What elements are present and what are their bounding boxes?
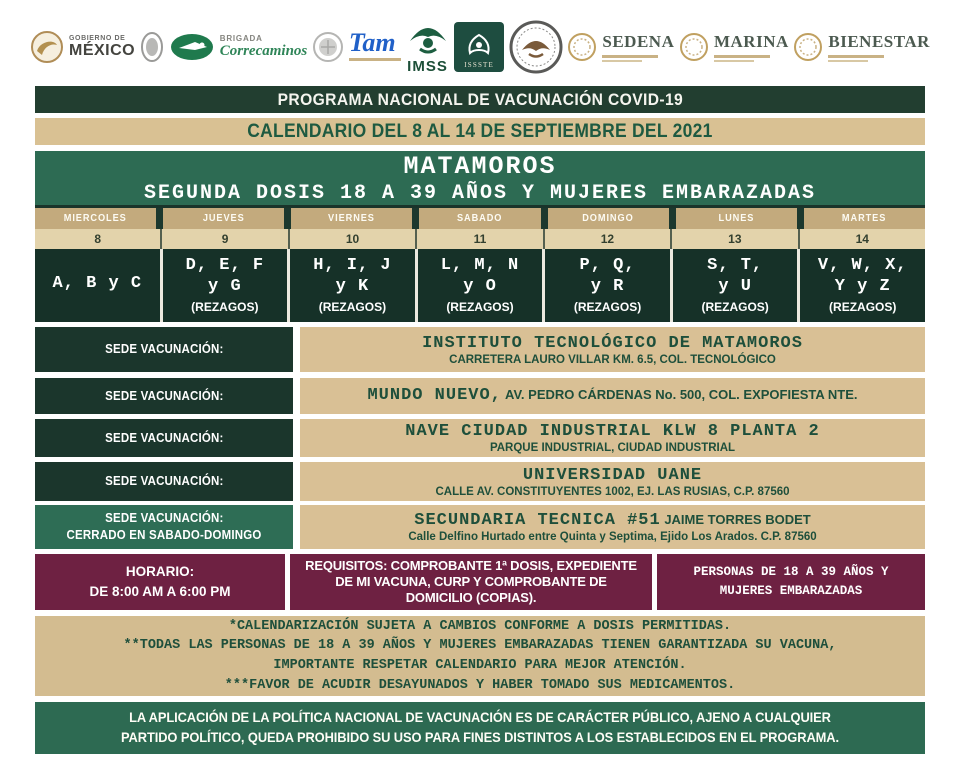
logo-gobierno-mexico — [30, 30, 164, 64]
venue-title — [405, 422, 819, 441]
gray-seal-icon — [140, 31, 164, 63]
letters-line2: y U — [718, 276, 752, 296]
venue-info — [300, 378, 925, 414]
day-letters-cell — [418, 249, 543, 322]
issste-emblem-icon — [464, 33, 494, 61]
venue-label — [35, 505, 293, 549]
venue-label-line1: SEDE VACUNACIÓN: — [104, 430, 224, 445]
venue-info — [300, 327, 925, 372]
golden-eagle-icon — [30, 30, 64, 64]
brigada-line2: Correcaminos — [219, 43, 308, 59]
day-number-cell: 14 — [800, 229, 925, 249]
letters-note: (REZAGOS) — [701, 300, 769, 315]
venue-title-main: SECUNDARIA TECNICA #51 — [414, 511, 661, 530]
bienestar-subtitle-bar — [828, 55, 884, 58]
venue-address: CARRETERA LAURO VILLAR KM. 6.5, COL. TECNOLÓGICO — [449, 353, 776, 366]
logo-tamaulipas — [312, 29, 401, 65]
schedule-value: DE 8:00 AM A 6:00 PM — [89, 584, 231, 599]
tam-subtitle-bar — [349, 58, 401, 61]
venue-row-secundaria-tecnica — [35, 505, 925, 549]
logo-brigada-correcaminos — [169, 31, 308, 63]
venue-title-main: INSTITUTO TECNOLÓGICO DE MATAMOROS — [422, 333, 803, 353]
issste-wordmark: ISSSTE — [464, 61, 495, 69]
venue-info — [300, 419, 925, 457]
venue-address: CALLE AV. CONSTITUYENTES 1002, EJ. LAS RUSIAS, C.P. 87560 — [435, 485, 790, 498]
calendar-day-names-row — [35, 208, 925, 229]
day-name: SABADO — [457, 213, 503, 224]
city-name: MATAMOROS — [403, 151, 557, 181]
venue-title-main: MUNDO NUEVO, — [367, 386, 502, 405]
letters-line1: D, E, F — [185, 256, 265, 276]
venue-title — [523, 466, 702, 485]
note-line: **TODAS LAS PERSONAS DE 18 A 39 AÑOS Y MUJERES EMBARAZADAS TIENEN GARANTIZADA SU VACUNA, — [123, 638, 837, 654]
note-line: *CALENDARIZACIÓN SUJETA A CAMBIOS CONFORME A DOSIS PERMITIDAS. — [228, 618, 732, 634]
bienestar-seal-icon — [793, 32, 823, 62]
sedena-subtitle-bar — [602, 55, 658, 58]
imss-wordmark: IMSS — [407, 57, 448, 75]
day-number-cell: 8 — [35, 229, 160, 249]
day-name-cell — [548, 208, 669, 229]
day-name-cell — [35, 208, 156, 229]
day-name: LUNES — [718, 213, 755, 224]
venue-label-line1: SEDE VACUNACIÓN: — [104, 342, 224, 357]
logo-bar — [0, 0, 960, 78]
letters-line2: y R — [590, 276, 625, 296]
legal-footer-text: LA APLICACIÓN DE LA POLÍTICA NACIONAL DE VACUNACIÓN ES DE CARÁCTER PÚBLICO, AJENO A CUALQUIER PARTIDO POLÍTICO, QUEDA PROHIBIDO SU USO PARA FINES DISTINTOS A LOS ESTABLECIDOS EN EL PROGRAMA. — [120, 709, 839, 745]
venue-label — [35, 419, 293, 457]
day-name-cell — [804, 208, 925, 229]
venue-label — [35, 462, 293, 501]
day-letters-cell — [290, 249, 415, 322]
letters-line2: Y y Z — [834, 276, 891, 296]
city-subtitle: SEGUNDA DOSIS 18 A 39 AÑOS Y MUJERES EMBARAZADAS — [143, 181, 817, 205]
sedena-text-wrap — [602, 32, 674, 62]
calendar-day-numbers-row — [35, 229, 925, 249]
venue-row-instituto-tecnologico — [35, 327, 925, 372]
day-name-cell — [676, 208, 797, 229]
venue-info — [300, 505, 925, 549]
marina-wordmark: MARINA — [713, 32, 789, 51]
day-letters-cell — [673, 249, 798, 322]
letters-line2: y G — [208, 276, 242, 296]
venue-info — [300, 462, 925, 501]
requirements-cell: REQUISITOS: COMPROBANTE 1ª DOSIS, EXPEDIENTE DE MI VACUNA, CURP Y COMPROBANTE DE DOMICILIO (COPIAS). — [290, 554, 652, 610]
venue-label — [35, 378, 293, 414]
logo-issste — [454, 22, 504, 72]
venue-title-extra: JAIME TORRES BODET — [660, 512, 811, 527]
day-name-cell — [419, 208, 540, 229]
venue-title-extra: AV. PEDRO CÁRDENAS No. 500, COL. EXPOFIESTA NTE. — [501, 387, 858, 402]
venue-row-nave-industrial — [35, 419, 925, 457]
marina-subtitle-bar — [714, 55, 770, 58]
letters-line2: y K — [335, 276, 370, 296]
day-number-cell: 10 — [290, 229, 415, 249]
tam-wordmark: Tam — [348, 28, 396, 58]
letters-line1: L, M, N — [440, 256, 520, 276]
day-name-cell — [291, 208, 412, 229]
venue-label-line2: CERRADO EN SABADO-DOMINGO — [66, 528, 262, 542]
bienestar-text-wrap — [828, 32, 930, 62]
venue-label-line1: SEDE VACUNACIÓN: — [104, 388, 224, 403]
letters-note: (REZAGOS) — [829, 300, 897, 315]
brigada-line1: BRIGADA — [219, 34, 263, 43]
logo-marina — [679, 32, 789, 62]
letters-line1: P, Q, — [579, 256, 636, 276]
marina-seal-icon — [679, 32, 709, 62]
program-banner-text: PROGRAMA NACIONAL DE VACUNACIÓN COVID-19 — [277, 89, 683, 109]
day-name: JUEVES — [202, 213, 245, 224]
day-letters-cell — [800, 249, 925, 322]
brigada-text — [220, 34, 308, 60]
bienestar-wordmark: BIENESTAR — [828, 32, 930, 51]
tamaulipas-seal-icon — [312, 29, 344, 65]
sedena-subtitle-bar2 — [602, 60, 642, 62]
venue-label — [35, 327, 293, 372]
day-number-cell: 9 — [162, 229, 287, 249]
marina-subtitle-bar2 — [714, 60, 754, 62]
venue-row-mundo-nuevo — [35, 378, 925, 414]
day-letters-cell — [545, 249, 670, 322]
calendar-banner-text: CALENDARIO DEL 8 AL 14 DE SEPTIEMBRE DEL 2021 — [247, 120, 713, 142]
venue-address: Calle Delfino Hurtado entre Quinta y Septima, Ejido Los Arados. C.P. 87560 — [408, 531, 817, 543]
gobierno-text — [69, 35, 135, 60]
imss-eagle-icon — [406, 21, 450, 55]
letters-note: (REZAGOS) — [573, 300, 642, 315]
audience-cell: PERSONAS DE 18 A 39 AÑOS Y MUJERES EMBARAZADAS — [657, 554, 925, 610]
venue-label-line1: SEDE VACUNACIÓN: — [104, 474, 224, 489]
venue-title — [422, 334, 803, 353]
logo-sedena — [567, 32, 674, 62]
calendar-banner — [35, 118, 925, 145]
notes-block — [35, 616, 925, 696]
venue-title — [414, 511, 810, 530]
calendar-letters-row — [35, 249, 925, 322]
venue-row-universidad-uane — [35, 462, 925, 501]
day-letters-cell — [35, 249, 160, 322]
city-header — [35, 151, 925, 208]
letters-line2: y O — [463, 276, 497, 296]
note-line: IMPORTANTE RESPETAR CALENDARIO PARA MEJOR ATENCIÓN. — [273, 658, 687, 673]
venue-title-main: UNIVERSIDAD UANE — [522, 465, 703, 485]
day-letters-cell — [163, 249, 288, 322]
logo-bienestar — [793, 32, 930, 62]
letters-line1: V, W, X, — [817, 256, 908, 276]
legal-footer — [35, 702, 925, 754]
schedule-title: HORARIO: — [125, 563, 195, 579]
gobierno-line1: GOBIERNO DE — [69, 34, 126, 42]
day-name-cell — [163, 208, 284, 229]
logo-imss — [406, 21, 450, 74]
letters-note: (REZAGOS) — [446, 300, 514, 315]
sedena-seal-icon — [567, 32, 597, 62]
venue-title-main: NAVE CIUDAD INDUSTRIAL KLW 8 PLANTA 2 — [405, 422, 820, 441]
day-number-cell: 13 — [672, 229, 797, 249]
sedena-wordmark: SEDENA — [602, 32, 675, 51]
day-name: DOMINGO — [582, 213, 634, 224]
tam-text-wrap — [348, 28, 401, 61]
day-name: VIERNES — [328, 213, 376, 224]
letters-line1: S, T, — [707, 256, 764, 276]
marina-text-wrap — [714, 32, 789, 62]
day-name: MARTES — [842, 213, 887, 224]
day-name: MIERCOLES — [64, 213, 128, 224]
bienestar-subtitle-bar2 — [828, 60, 868, 62]
roadrunner-icon — [169, 31, 215, 63]
letters-note: (REZAGOS) — [318, 300, 387, 315]
day-number-cell: 12 — [545, 229, 670, 249]
venue-label-line1: SEDE VACUNACIÓN: — [104, 511, 224, 526]
day-number-cell: 11 — [417, 229, 542, 249]
note-line: ***FAVOR DE ACUDIR DESAYUNADOS Y HABER TOMADO SUS MEDICAMENTOS. — [224, 677, 736, 693]
venue-address: PARQUE INDUSTRIAL, CIUDAD INDUSTRIAL — [489, 442, 736, 454]
info-bar — [35, 554, 925, 610]
letters-note: (REZAGOS) — [191, 300, 259, 315]
salud-eagle-seal-icon — [509, 20, 563, 74]
letters-line1: H, I, J — [313, 256, 392, 276]
program-banner — [35, 86, 925, 113]
schedule-cell — [35, 554, 285, 610]
letters-line1: A, B y C — [52, 273, 143, 293]
venue-title — [367, 386, 857, 405]
gobierno-line2: MÉXICO — [69, 41, 136, 59]
